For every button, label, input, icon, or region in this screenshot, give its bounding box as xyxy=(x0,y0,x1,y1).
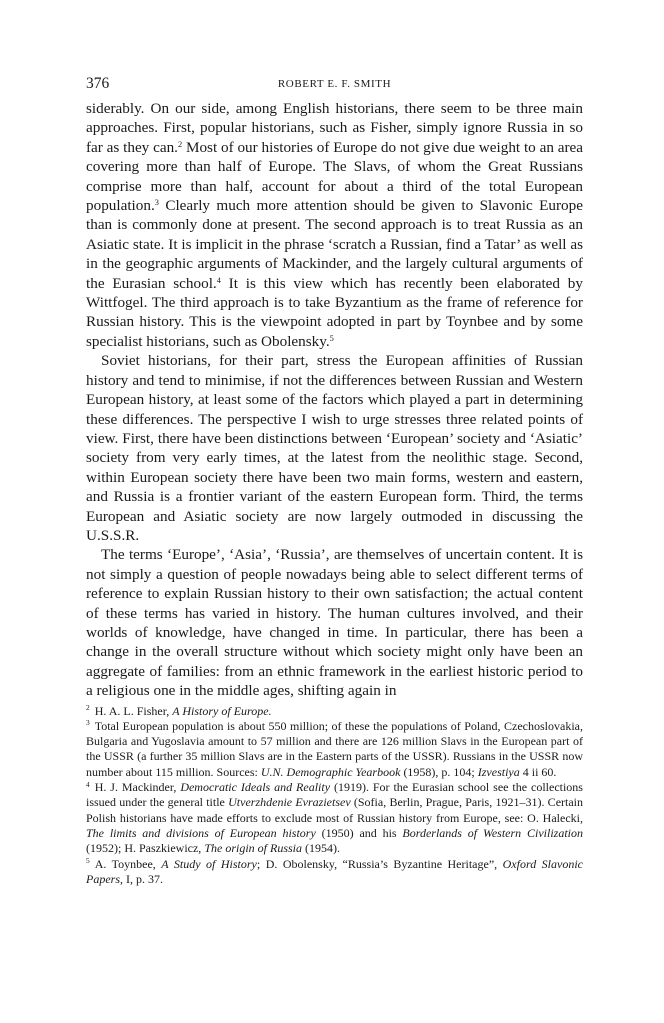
text-run: H. J. Mackinder, xyxy=(94,780,181,795)
footnote-reference: 3 xyxy=(154,198,159,208)
text-run: Soviet historians, for their part, stress the European affinities of Russian history and tend to minimise, if not the differences between Russian and Western European history, at least some of the factors which played a part in determining these differences. The perspective I wish to urge stresses three related points of view. First, there have been distinctions between ‘European’ society and ‘Asiatic’ society from very early times, at the latest from the neolithic stage. Second, within European society there have been two main forms, western and eastern, and Russia is a frontier variant of the eastern European form. Third, the terms European and Asiatic society are now largely outmoded in discussing the U.S.S.R. xyxy=(86,352,583,544)
text-run: 4 ii 60. xyxy=(519,764,557,779)
footnote xyxy=(86,857,583,888)
text-run: The terms ‘Europe’, ‘Asia’, ‘Russia’, are themselves of uncertain content. It is not simply a question of people nowadays being able to select different terms of reference to explain Russian history to their own satisfaction; the actual content of these terms has varied in history. The human cultures involved, and their worlds of knowledge, have changed in time. In particular, there has been a change in the overall structure without which society might only have been an aggregate of families: from an ethnic framework in the earliest historic period to a religious one in the middle ages, shifting again in xyxy=(86,546,583,700)
text-run: Clearly much more attention should be given to Slavonic Europe than is commonly done at present. The second approach is to treat Russia as an Asiatic state. It is implicit in the phrase ‘scratch a Russian, find a Tatar’ as well as in the geographic arguments of Mackinder, and the largely cultural arguments of the Eurasian school. xyxy=(86,197,583,292)
page-number: 376 xyxy=(86,75,110,92)
text-run: A. Toynbee, xyxy=(94,856,162,871)
footnote-reference: 4 xyxy=(216,275,221,285)
text-run: siderably. On our side, among English historians, there seem to be three main approaches. First, popular historians, such as Fisher, simply ignore Russia in so far as they can. xyxy=(86,100,583,156)
body-paragraph xyxy=(86,99,583,351)
footnote-number: 2 xyxy=(86,703,90,713)
italic-title: Borderlands of Western Civilization xyxy=(402,825,583,840)
footnotes xyxy=(86,704,583,888)
text-run: (1950) and his xyxy=(315,825,403,840)
text-run: Total European population is about 550 million; of these the populations of Poland, Czechoslovakia, Bulgaria and Yugoslavia amount to 57 million and there are 126 million Slavs in the European part of the USSR (a further 35 million Slavs are in the Eastern parts of the USSR). Russians in the USSR now number about 115 million. Sources: xyxy=(86,718,583,779)
text-run: (1954). xyxy=(302,841,340,856)
text-run: (1952); H. Paszkiewicz, xyxy=(86,841,205,856)
document-page xyxy=(86,75,583,887)
italic-title: Oxford Slavonic Papers xyxy=(86,856,583,886)
body-text xyxy=(86,99,583,701)
italic-title: A History of Europe. xyxy=(172,703,272,718)
italic-title: Izvestiya xyxy=(477,764,520,779)
text-run: (1958), p. 104; xyxy=(400,764,478,779)
body-paragraph xyxy=(86,351,583,545)
footnote-number: 3 xyxy=(86,718,90,728)
footnote-number: 4 xyxy=(86,779,90,789)
footnote xyxy=(86,780,583,856)
footnote-reference: 2 xyxy=(177,139,183,149)
text-run: (Sofia, Berlin, Prague, Paris, 1921–31). Certain Polish historians have made efforts to exclude most of Russian history from Europe, see: O. Halecki, xyxy=(86,795,584,825)
italic-title: The origin of Russia xyxy=(204,841,302,856)
body-paragraph xyxy=(86,545,583,700)
italic-title: Democratic Ideals and Reality xyxy=(180,780,331,795)
italic-title: A Study of History xyxy=(161,856,257,871)
italic-title: Utverzhdenie Evrazietsev xyxy=(228,795,351,810)
running-head: ROBERT E. F. SMITH xyxy=(277,78,392,90)
text-run: , I, p. 37. xyxy=(120,871,163,886)
footnote xyxy=(86,719,583,780)
page-header xyxy=(86,75,583,99)
footnote-number: 5 xyxy=(86,856,90,866)
text-run: H. A. L. Fisher, xyxy=(94,703,173,718)
text-run: It is this view which has recently been elaborated by Wittfogel. The third approach is to take Byzantium as the frame of reference for Russian history. This is the viewpoint adopted in part by Toynbee and by some specialist historians, such as Obolensky. xyxy=(86,274,583,350)
italic-title: The limits and divisions of European history xyxy=(86,825,316,840)
italic-title: U.N. Demographic Yearbook xyxy=(260,764,401,779)
text-run: Most of our histories of Europe do not give due weight to an area covering more than half of Europe. The Slavs, of whom the Great Russians comprise more than half, account for about a third of the total European population. xyxy=(86,138,583,215)
footnote-reference: 5 xyxy=(329,333,334,343)
footnote xyxy=(86,704,583,719)
text-run: ; D. Obolensky, “Russia’s Byzantine Heritage”, xyxy=(256,856,503,871)
text-run: (1919). For the Eurasian school see the collections issued under the general title xyxy=(86,780,583,810)
